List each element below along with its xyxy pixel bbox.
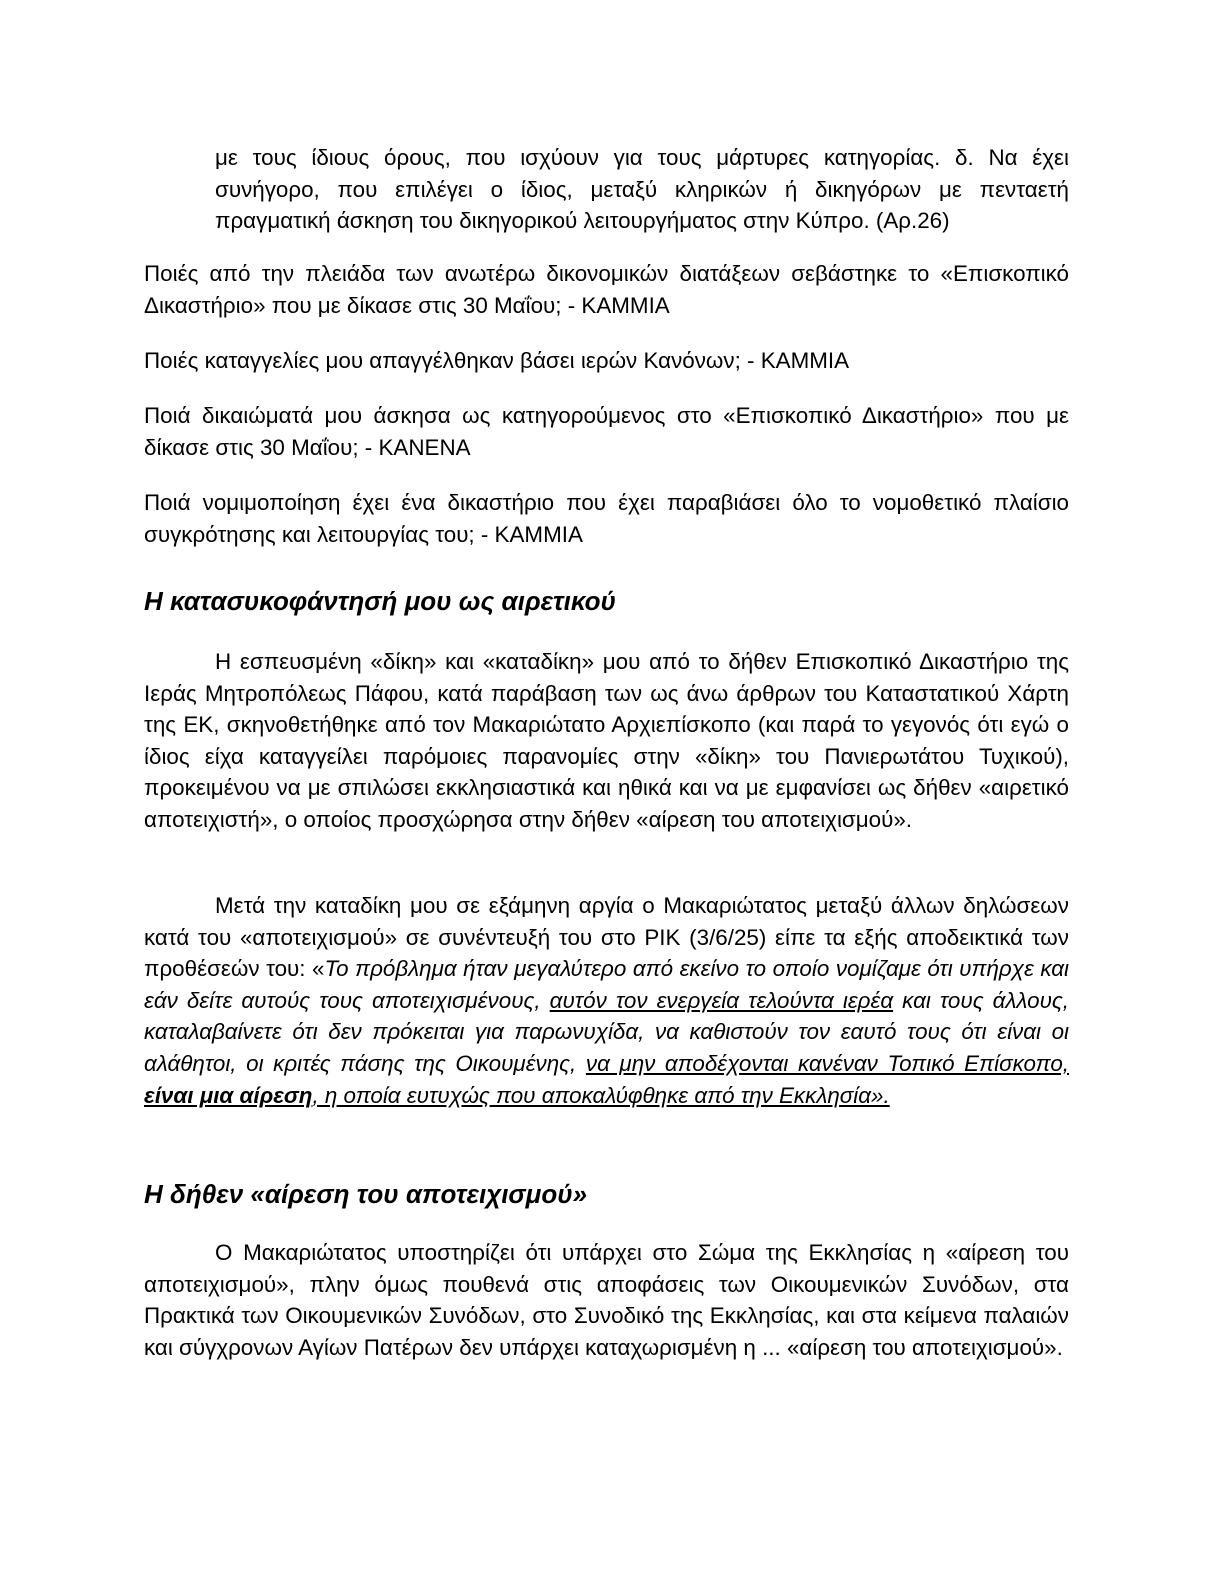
question-paragraph: Ποιά νομιμοποίηση έχει ένα δικαστήριο που έχει παραβιάσει όλο το νομοθετικό πλαίσιο συγκρότησης και λειτουργίας του; - ΚΑΜΜΙΑ xyxy=(144,490,1069,547)
question-paragraph: Ποιά δικαιώματά μου άσκησα ως κατηγορούμενος στο «Επισκοπικό Δικαστήριο» που με δίκασε στις 30 Μαΐου; - ΚΑΝΕΝΑ xyxy=(144,403,1069,460)
quote-underlined: , η οποία ευτυχώς που αποκαλύφθηκε από την Εκκλησία». xyxy=(312,1082,890,1108)
question-paragraph: Ποιές καταγγελίες μου απαγγέλθηκαν βάσει ιερών Κανόνων; - ΚΑΜΜΙΑ xyxy=(144,348,850,373)
section-heading: Η κατασυκοφάντησή μου ως αιρετικού xyxy=(144,586,616,616)
continued-list-text xyxy=(215,142,1069,237)
quote-text: και τους άλλους, καταλαβαίνετε ότι δεν πρόκειται για παρωνυχίδα, να καθιστούν τον εαυτό τους ότι είναι οι αλάθητοι, οι κριτές πάσης της Οικουμένης, xyxy=(144,987,1069,1076)
quote-text: Το πρόβλημα ήταν μεγαλύτερο από εκείνο το οποίο νομίζαμε ότι υπήρχε και εάν δείτε αυτούς τους αποτειχισμένους, xyxy=(144,956,1069,1013)
quote-intro: Μετά την καταδίκη μου σε εξάμηνη αργία ο Μακαριώτατος μεταξύ άλλων δηλώσεων κατά του «αποτειχισμού» σε συνέντευξή του στο ΡΙΚ (3/6/25) είπε τα εξής αποδεικτικά των προθέσεών του: « xyxy=(144,893,1069,982)
body-paragraph: Ο Μακαριώτατος υποστηρίζει ότι υπάρχει στο Σώμα της Εκκλησίας η «αίρεση του αποτειχισμού», πλην όμως πουθενά στις αποφάσεις των Οικουμενικών Συνόδων, στα Πρακτικά των Οικουμενικών Συνόδων, στο Συνοδικό της Εκκλησίας, και στα κείμενα παλαιών και σύγχρονων Αγίων Πατέρων δεν υπάρχει καταχωρισμένη η ... «αίρεση του αποτειχισμού». xyxy=(144,1240,1069,1360)
list-line: πραγματική άσκηση του δικηγορικού λειτουργήματος στην Κύπρο. (Αρ.26) xyxy=(215,208,950,234)
body-paragraph: Η εσπευσμένη «δίκη» και «καταδίκη» μου από το δήθεν Επισκοπικό Δικαστήριο της Ιεράς Μητροπόλεως Πάφου, κατά παράβαση των ως άνω άρθρων του Καταστατικού Χάρτη της ΕΚ, σκηνοθετήθηκε από τον Μακαριώτατο Αρχιεπίσκοπο (και παρά το γεγονός ότι εγώ ο ίδιος είχα καταγγείλει παρόμοιες παρανομίες στην «δίκη» του Πανιερωτάτου Τυχικού), προκειμένου να με σπιλώσει εκκλησιαστικά και ηθικά και να με εμφανίσει ως δήθεν «αιρετικό αποτειχιστή», ο οποίος προσχώρησα στην δήθεν «αίρεση του αποτειχισμού». xyxy=(144,649,1069,832)
question-paragraph: Ποιές από την πλειάδα των ανωτέρω δικονομικών διατάξεων σεβάστηκε το «Επισκοπικό Δικαστήριο» που με δίκασε στις 30 Μαΐου; - ΚΑΜΜΙΑ xyxy=(144,261,1069,318)
quote-underlined: να μην αποδέχονται κανέναν Τοπικό Επίσκοπο, xyxy=(585,1050,1069,1076)
section-heading: Η δήθεν «αίρεση του αποτειχισμού» xyxy=(144,1179,588,1209)
quote-bold-underlined: είναι μια αίρεση xyxy=(144,1082,313,1108)
quote-paragraph xyxy=(144,890,1069,1111)
list-line: συνήγορο, που επιλέγει ο ίδιος, μεταξύ κληρικών ή δικηγόρων με πενταετή xyxy=(215,176,1069,202)
list-line: με τους ίδιους όρους, που ισχύουν για τους μάρτυρες κατηγορίας. δ. Να έχει xyxy=(215,145,1069,170)
quote-underlined: αυτόν τον ενεργεία τελούντα ιερέα xyxy=(549,987,894,1013)
